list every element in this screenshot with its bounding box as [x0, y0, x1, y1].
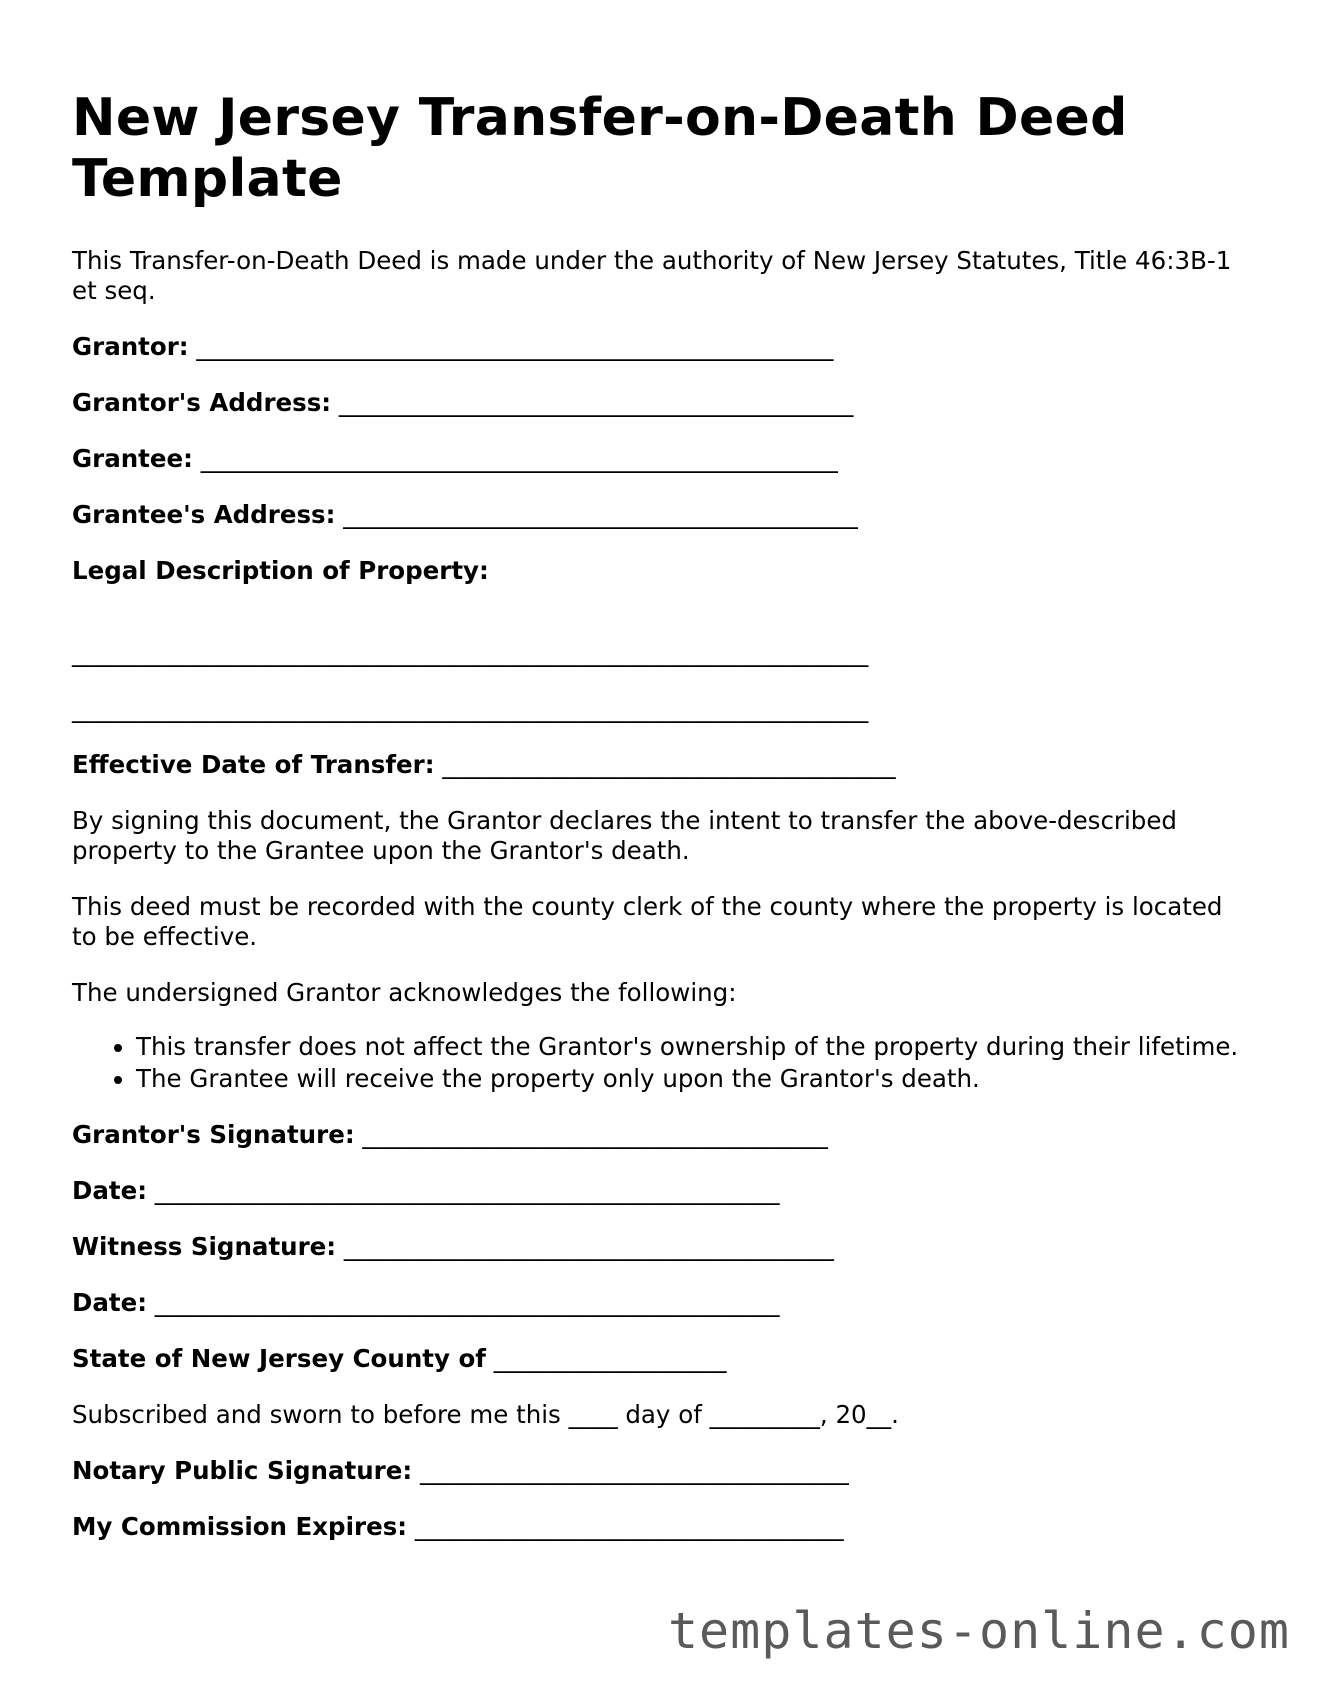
notary-signature-label: Notary Public Signature: [72, 1456, 413, 1485]
effective-date-field[interactable] [72, 750, 1252, 780]
grantee-address-label: Grantee's Address: [72, 500, 336, 529]
effective-date-line[interactable]: _____________________________________ [442, 750, 896, 779]
notary-signature-field[interactable] [72, 1456, 1252, 1486]
witness-signature-label: Witness Signature: [72, 1232, 337, 1261]
legal-description-line-2[interactable]: _________________________________________________________________ [72, 694, 869, 723]
grantor-address-field[interactable] [72, 388, 1252, 418]
page-title: New Jersey Transfer-on-Death Deed Template [72, 88, 1128, 209]
commission-expires-label: My Commission Expires: [72, 1512, 408, 1541]
commission-expires-field[interactable] [72, 1512, 1252, 1542]
watermark: templates-online.com [667, 1602, 1290, 1660]
county-line[interactable]: ___________________ [493, 1344, 727, 1373]
list-item: • This transfer does not affect the Grantor's ownership of the property during their lifetime. [136, 1032, 1252, 1062]
intro-paragraph: This Transfer-on-Death Deed is made under the authority of New Jersey Statutes, Title 46:3B-1 et seq. [72, 246, 1232, 305]
witness-signature-field[interactable] [72, 1232, 1252, 1262]
legal-description-line-1[interactable]: _________________________________________________________________ [72, 638, 869, 667]
sworn-statement: Subscribed and sworn to before me this ____ day of _________, 20__. [72, 1400, 899, 1429]
county-label: State of New Jersey County of [72, 1344, 486, 1373]
legal-description-field [72, 556, 1252, 586]
witness-signature-line[interactable]: ________________________________________ [343, 1232, 834, 1261]
commission-expires-line[interactable]: ___________________________________ [414, 1512, 844, 1541]
grantee-field[interactable] [72, 444, 1252, 474]
grantor-line[interactable]: ____________________________________________________ [196, 332, 834, 361]
grantor-signature-field[interactable] [72, 1120, 1252, 1150]
recording-paragraph: This deed must be recorded with the county clerk of the county where the property is located to be effective. [72, 892, 1223, 951]
grantor-address-label: Grantor's Address: [72, 388, 332, 417]
county-field[interactable] [72, 1344, 1252, 1374]
grantor-label: Grantor: [72, 332, 189, 361]
grantor-signature-label: Grantor's Signature: [72, 1120, 355, 1149]
witness-date-label: Date: [72, 1288, 147, 1317]
legal-spacer [72, 612, 1252, 638]
grantor-signature-line[interactable]: ______________________________________ [362, 1120, 828, 1149]
acknowledgement-list [72, 1032, 1252, 1094]
grantee-label: Grantee: [72, 444, 193, 473]
intent-paragraph: By signing this document, the Grantor declares the intent to transfer the above-described property to the Grantee upon the Grantor's death. [72, 806, 1177, 865]
grantee-line[interactable]: ____________________________________________________ [200, 444, 838, 473]
grantee-address-field[interactable] [72, 500, 1252, 530]
grantor-address-line[interactable]: __________________________________________ [338, 388, 854, 417]
grantor-field[interactable] [72, 332, 1252, 362]
witness-date-field[interactable] [72, 1288, 1252, 1318]
witness-date-line[interactable]: ___________________________________________________ [154, 1288, 780, 1317]
list-item: • The Grantee will receive the property only upon the Grantor's death. [136, 1064, 1252, 1094]
grantee-address-line[interactable]: __________________________________________ [343, 500, 858, 529]
grantor-date-line[interactable]: ___________________________________________________ [154, 1176, 780, 1205]
grantor-date-label: Date: [72, 1176, 147, 1205]
acknowledges-paragraph: The undersigned Grantor acknowledges the following: [72, 978, 737, 1007]
legal-description-label: Legal Description of Property: [72, 556, 489, 585]
effective-date-label: Effective Date of Transfer: [72, 750, 435, 779]
grantor-date-field[interactable] [72, 1176, 1252, 1206]
document-page [72, 88, 1252, 1568]
notary-signature-line[interactable]: ___________________________________ [419, 1456, 849, 1485]
